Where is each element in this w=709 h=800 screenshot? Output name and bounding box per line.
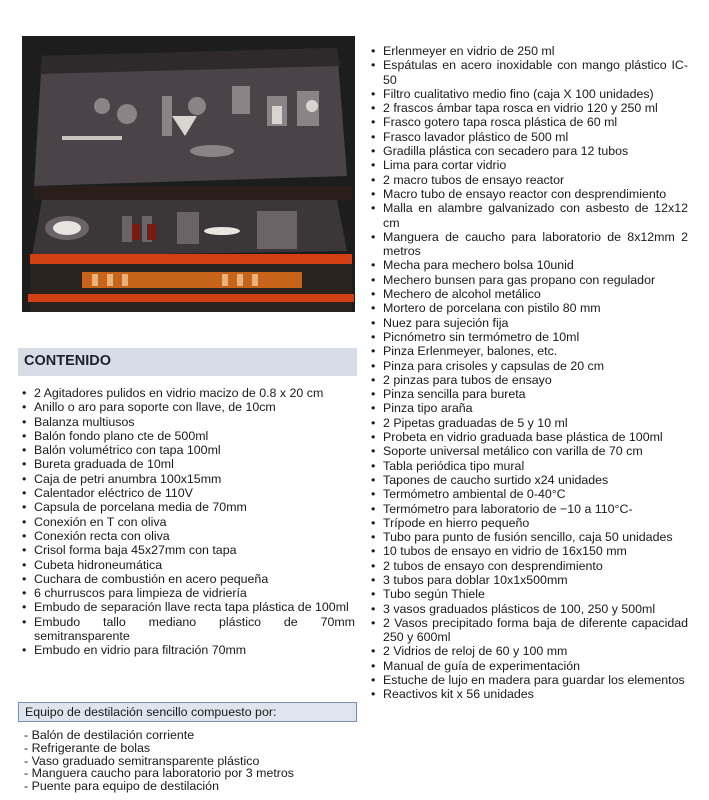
list-item: • Malla en alambre galvanizado con asbesto de 12x12 cm: [371, 201, 688, 230]
list-item: - Balón de destilación corriente: [24, 729, 354, 742]
list-item: • Erlenmeyer en vidrio de 250 ml: [371, 44, 688, 58]
lab-kit-photo: [22, 36, 355, 312]
list-item: • 2 tubos de ensayo con desprendimiento: [371, 559, 688, 573]
list-item: • Tapones de caucho surtido x24 unidades: [371, 473, 688, 487]
list-item: • Lima para cortar vidrio: [371, 158, 688, 172]
list-item: • Mortero de porcelana con pistilo 80 mm: [371, 301, 688, 315]
list-item: • 2 Vasos precipitado forma baja de diferente capacidad 250 y 600ml: [371, 616, 688, 645]
list-item: • Conexión en T con oliva: [22, 515, 355, 529]
list-item: • Pinza sencilla para bureta: [371, 387, 688, 401]
list-item: • Balón fondo plano cte de 500ml: [22, 429, 355, 443]
list-item: • Soporte universal metálico con varilla de 70 cm: [371, 444, 688, 458]
lab-kit-illustration: [22, 36, 355, 312]
list-item: • Embudo de separación llave recta tapa plástica de 100ml: [22, 600, 355, 614]
list-item: • Frasco gotero tapa rosca plástica de 60 ml: [371, 115, 688, 129]
list-item: • Mechero de alcohol metálico: [371, 287, 688, 301]
contents-list-left: [22, 386, 355, 658]
list-item: • Mechero bunsen para gas propano con regulador: [371, 273, 688, 287]
distillation-equipment-title: Equipo de destilación sencillo compuesto por:: [18, 702, 357, 722]
list-item: • Pinza tipo araña: [371, 401, 688, 415]
list-item: • Termómetro ambiental de 0-40°C: [371, 487, 688, 501]
list-item: • Espátulas en acero inoxidable con mango plástico IC-50: [371, 58, 688, 87]
list-item: • Anillo o aro para soporte con llave, de 10cm: [22, 400, 355, 414]
list-item: • Tubo según Thiele: [371, 587, 688, 601]
list-item: • Balón volumétrico con tapa 100ml: [22, 443, 355, 457]
list-item: • Frasco lavador plástico de 500 ml: [371, 130, 688, 144]
list-item: • Nuez para sujeción fija: [371, 316, 688, 330]
list-item: • Bureta graduada de 10ml: [22, 457, 355, 471]
list-item: - Refrigerante de bolas: [24, 742, 354, 755]
list-item: • Macro tubo de ensayo reactor con desprendimiento: [371, 187, 688, 201]
distillation-equipment-list: [24, 729, 354, 793]
list-item: • Cuchara de combustión en acero pequeña: [22, 572, 355, 586]
list-item: • Gradilla plástica con secadero para 12 tubos: [371, 144, 688, 158]
list-item: • Trípode en hierro pequeño: [371, 516, 688, 530]
list-item: • Balanza multiusos: [22, 415, 355, 429]
list-item: • 2 frascos ámbar tapa rosca en vidrio 120 y 250 ml: [371, 101, 688, 115]
list-item: • Mecha para mechero bolsa 10unid: [371, 258, 688, 272]
list-item: • Estuche de lujo en madera para guardar los elementos: [371, 673, 688, 687]
list-item: • Cubeta hidroneumática: [22, 558, 355, 572]
list-item: • Caja de petri anumbra 100x15mm: [22, 472, 355, 486]
list-item: • Calentador eléctrico de 110V: [22, 486, 355, 500]
contents-list-right: [371, 44, 688, 702]
list-item: • Conexión recta con oliva: [22, 529, 355, 543]
list-item: • Capsula de porcelana media de 70mm: [22, 500, 355, 514]
list-item: • Termómetro para laboratorio de −10 a 110°C-: [371, 502, 688, 516]
list-item: • 2 Pipetas graduadas de 5 y 10 ml: [371, 416, 688, 430]
list-item: • Tubo para punto de fusión sencillo, caja 50 unidades: [371, 530, 688, 544]
list-item: • Tabla periódica tipo mural: [371, 459, 688, 473]
list-item: • 10 tubos de ensayo en vidrio de 16x150 mm: [371, 544, 688, 558]
contents-heading: CONTENIDO: [18, 348, 357, 376]
list-item: • 6 churruscos para limpieza de vidriería: [22, 586, 355, 600]
list-item: • 3 vasos graduados plásticos de 100, 250 y 500ml: [371, 602, 688, 616]
list-item: - Manguera caucho para laboratorio por 3 metros: [24, 767, 354, 780]
list-item: • Probeta en vidrio graduada base plástica de 100ml: [371, 430, 688, 444]
list-item: • Pinza para crisoles y capsulas de 20 cm: [371, 359, 688, 373]
list-item: • 2 macro tubos de ensayo reactor: [371, 173, 688, 187]
list-item: - Vaso graduado semitransparente plástico: [24, 755, 354, 768]
list-item: • Picnómetro sin termómetro de 10ml: [371, 330, 688, 344]
list-item: • Embudo en vidrio para filtración 70mm: [22, 643, 355, 657]
list-item: • Manual de guía de experimentación: [371, 659, 688, 673]
list-item: • Filtro cualitativo medio fino (caja X 100 unidades): [371, 87, 688, 101]
list-item: • Reactivos kit x 56 unidades: [371, 687, 688, 701]
list-item: • 2 pinzas para tubos de ensayo: [371, 373, 688, 387]
list-item: • Pinza Erlenmeyer, balones, etc.: [371, 344, 688, 358]
list-item: • 3 tubos para doblar 10x1x500mm: [371, 573, 688, 587]
list-item: • 2 Agitadores pulidos en vidrio macizo de 0.8 x 20 cm: [22, 386, 355, 400]
list-item: • 2 Vidrios de reloj de 60 y 100 mm: [371, 644, 688, 658]
list-item: - Puente para equipo de destilación: [24, 780, 354, 793]
list-item: • Embudo tallo mediano plástico de 70mm semitransparente: [22, 615, 355, 644]
list-item: • Crisol forma baja 45x27mm con tapa: [22, 543, 355, 557]
list-item: • Manguera de caucho para laboratorio de 8x12mm 2 metros: [371, 230, 688, 259]
